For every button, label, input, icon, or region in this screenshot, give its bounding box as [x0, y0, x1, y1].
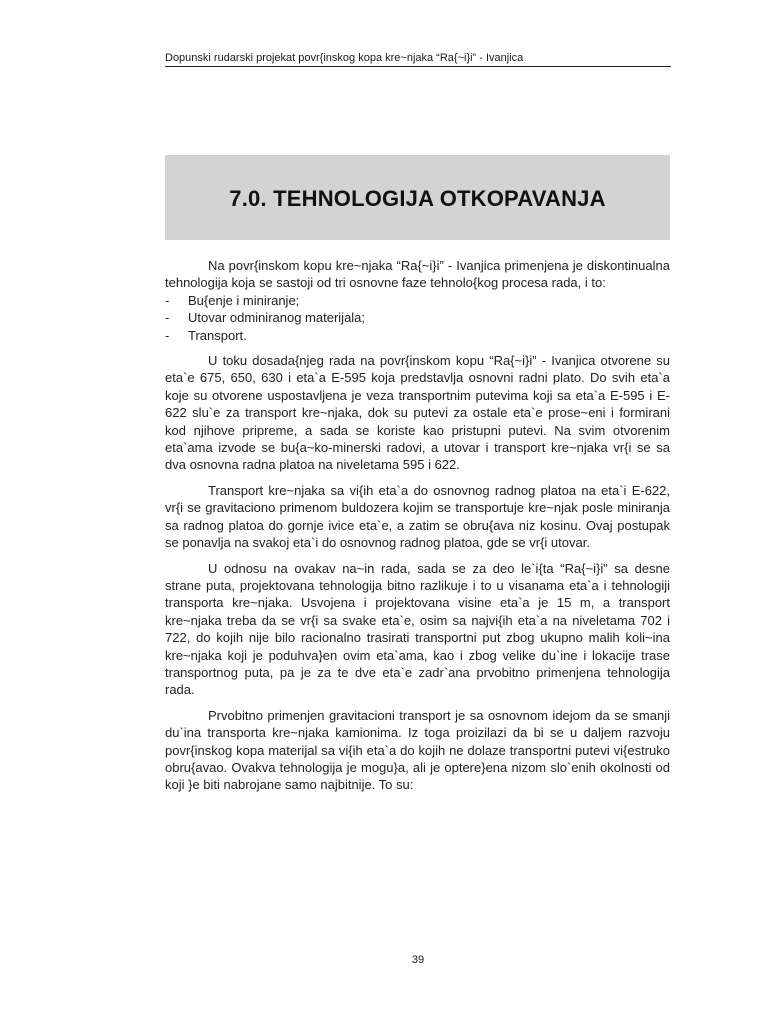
body-text — [165, 257, 670, 802]
body-paragraph: Prvobitno primenjen gravitacioni transport je sa osnovnom idejom da se smanji du`ina transporta kre~njaka kamionima. Iz toga proizilazi da bi se u daljem razvoju povr{inskog kopa materijal sa vi{ih eta`a do kojih ne dolaze transportni putevi vi{estruko obru{avao. Ovakva tehnologija je mogu}a, ali je optere}ena nizom slo`enih okolnosti od koji }e biti nabrojane samo najbitnije. To su: — [165, 707, 670, 793]
chapter-banner — [165, 155, 670, 240]
body-paragraph: U odnosu na ovakav na~in rada, sada se za deo le`i{ta “Ra{~i}i” sa desne strane puta, projektovana tehnologija bitno razlikuje i to u visanama eta`a i tehnologiji transporta kre~njaka. Usvojena i projektovana visine eta`a je 15 m, a transport kre~njaka treba da se vr{i sa svake eta`e, osim sa najvi{ih eta`a na niveletama 702 i 722, do kojih nije bilo racionalno trasirati transportni put zbog ukupno malih koli~ina kre~njaka koji je poduhva}en ovim eta`ama, kao i zbog velike du`ine i lokacije trase transportnog puta, pa je za te dve eta`e zadr`ana prvobitno primenjena tehnologija rada. — [165, 560, 670, 698]
list-dash: - — [165, 327, 170, 343]
list-dash: - — [165, 310, 170, 326]
body-paragraph: Transport kre~njaka sa vi{ih eta`a do osnovnog radnog platoa na eta`i E-622, vr{i se gravitaciono primenom buldozera kojim se transportuje kre~njak posle miniranja sa radnog platoa do gornje ivice eta`e, a zatim se obru{ava niz kosinu. Ovaj postupak se ponavlja na svakoj eta`i do osnovnog radnog platoa, gde se vr{i utovar. — [165, 482, 670, 551]
phase-label: Bu{enje i miniranje; — [188, 292, 300, 308]
header-rule — [165, 66, 671, 67]
chapter-title: 7.0. TEHNOLOGIJA OTKOPAVANJA — [229, 186, 606, 211]
running-header: Dopunski rudarski projekat povr{inskog kopa kre~njaka “Ra{~i}i” - Ivanjica — [165, 52, 524, 64]
phase-label: Transport. — [188, 327, 247, 343]
body-paragraph: U toku dosada{njeg rada na povr{inskom kopu “Ra{~i}i” - Ivanjica otvorene su eta`e 675, 650, 630 i eta`a E-595 koja predstavlja osnovni radni plato. Do svih eta`a koje su otvorene uspostavljena je veza transportnim putevima koji sa eta`a E-595 i E-622 slu`e za transport kre~njaka, dok su putevi za ostale eta`e prose~eni i formirani kod njihove pripreme, a sada se koriste kao pristupni putevi. Na svim otvorenim eta`ama izvode se bu{a~ko-minerski radovi, a utovar i transport kre~njaka vr{i se sa dva osnovna radna platoa na niveletama 595 i 622. — [165, 353, 670, 473]
page-number: 39 — [411, 954, 425, 966]
intro-paragraph: Na povr{inskom kopu kre~njaka “Ra{~i}i” - Ivanjica primenjena je diskontinualna tehnologija koja se sastoji od tri osnovne faze tehnolo{kog procesa rada, i to: — [165, 258, 670, 291]
phase-item — [165, 292, 670, 309]
phase-item — [165, 327, 670, 344]
phase-list — [165, 292, 670, 344]
phase-label: Utovar odminiranog materijala; — [188, 310, 366, 326]
list-dash: - — [165, 292, 170, 308]
phase-item — [165, 309, 670, 326]
